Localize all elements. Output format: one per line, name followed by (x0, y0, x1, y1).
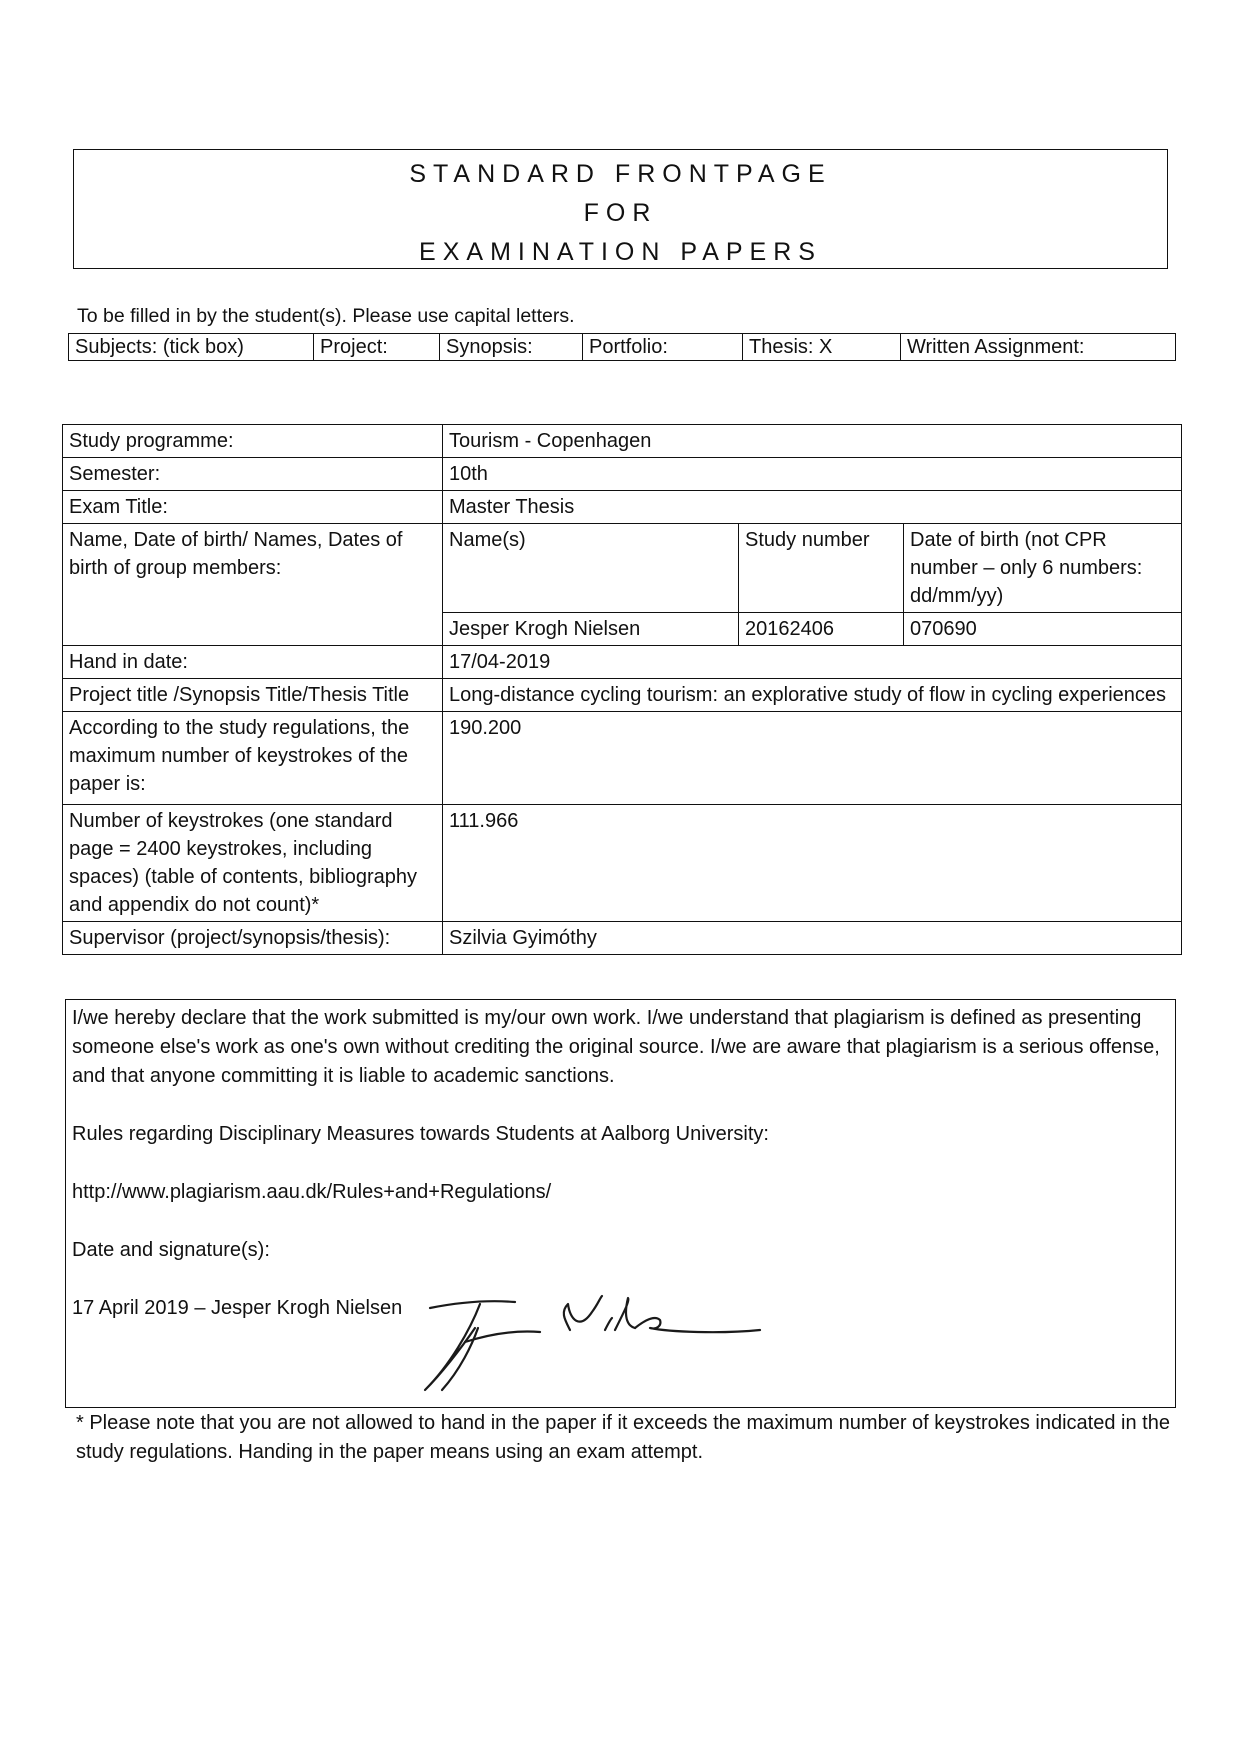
title-line-2: FOR (583, 199, 658, 227)
student-name: Jesper Krogh Nielsen (443, 613, 739, 646)
title-line-3: EXAMINATION PAPERS (419, 238, 822, 266)
exam-title-label: Exam Title: (63, 491, 443, 524)
subjects-label: Subjects: (tick box) (69, 334, 314, 361)
subjects-row (69, 334, 1176, 361)
title-line-1: STANDARD FRONTPAGE (409, 160, 832, 188)
row-exam-title (63, 491, 1182, 524)
student-number: 20162406 (739, 613, 904, 646)
rules-url: http://www.plagiarism.aau.dk/Rules+and+Regulations/ (72, 1181, 552, 1203)
subject-portfolio: Portfolio: (583, 334, 743, 361)
supervisor-label: Supervisor (project/synopsis/thesis): (63, 922, 443, 955)
row-hand-in (63, 646, 1182, 679)
exam-title-value: Master Thesis (443, 491, 1182, 524)
max-keystrokes-label: According to the study regulations, the maximum number of keystrokes of the paper is: (63, 712, 443, 805)
subject-thesis: Thesis: X (743, 334, 901, 361)
max-keystrokes-value: 190.200 (443, 712, 1182, 805)
row-project-title (63, 679, 1182, 712)
subjects-table (68, 333, 1176, 361)
col-names-header: Name(s) (443, 524, 739, 613)
instruction-text: To be filled in by the student(s). Please use capital letters. (77, 305, 575, 327)
subject-project: Project: (314, 334, 440, 361)
study-programme-label: Study programme: (63, 425, 443, 458)
subject-written-assignment: Written Assignment: (901, 334, 1176, 361)
row-names-header (63, 524, 1182, 613)
hand-in-label: Hand in date: (63, 646, 443, 679)
study-programme-value: Tourism - Copenhagen (443, 425, 1182, 458)
document-title-box (73, 149, 1168, 269)
footnote: * Please note that you are not allowed to hand in the paper if it exceeds the maximum number of keystrokes indicated in the study regulations. Handing in the paper means using an exam attempt. (76, 1412, 1170, 1463)
hand-in-value: 17/04-2019 (443, 646, 1182, 679)
handwritten-signature (420, 1290, 780, 1400)
project-title-label: Project title /Synopsis Title/Thesis Title (63, 679, 443, 712)
date-signature-value: 17 April 2019 – Jesper Krogh Nielsen (72, 1297, 403, 1319)
semester-label: Semester: (63, 458, 443, 491)
exam-details-table (62, 424, 1182, 955)
project-title-value: Long-distance cycling tourism: an explorative study of flow in cycling experiences (443, 679, 1182, 712)
supervisor-value: Szilvia Gyimóthy (443, 922, 1182, 955)
keystrokes-value: 111.966 (443, 805, 1182, 922)
row-max-keystrokes (63, 712, 1182, 805)
subject-synopsis: Synopsis: (440, 334, 583, 361)
date-signature-label: Date and signature(s): (72, 1239, 270, 1261)
row-keystrokes (63, 805, 1182, 922)
row-semester (63, 458, 1182, 491)
row-supervisor (63, 922, 1182, 955)
row-study-programme (63, 425, 1182, 458)
declaration-text: I/we hereby declare that the work submitted is my/our own work. I/we understand that plagiarism is defined as presenting someone else's work as one's own without crediting the original source. I/we are aware that plagiarism is a serious offense, and that anyone committing it is liable to academic sanctions. (72, 1007, 1160, 1087)
names-label: Name, Date of birth/ Names, Dates of birth of group members: (63, 524, 443, 646)
rules-text: Rules regarding Disciplinary Measures towards Students at Aalborg University: (72, 1123, 769, 1145)
keystrokes-label: Number of keystrokes (one standard page = 2400 keystrokes, including spaces) (table of contents, bibliography and appendix do not count)* (63, 805, 443, 922)
semester-value: 10th (443, 458, 1182, 491)
col-study-number-header: Study number (739, 524, 904, 613)
col-dob-header: Date of birth (not CPR number – only 6 numbers: dd/mm/yy) (904, 524, 1182, 613)
student-dob: 070690 (904, 613, 1182, 646)
